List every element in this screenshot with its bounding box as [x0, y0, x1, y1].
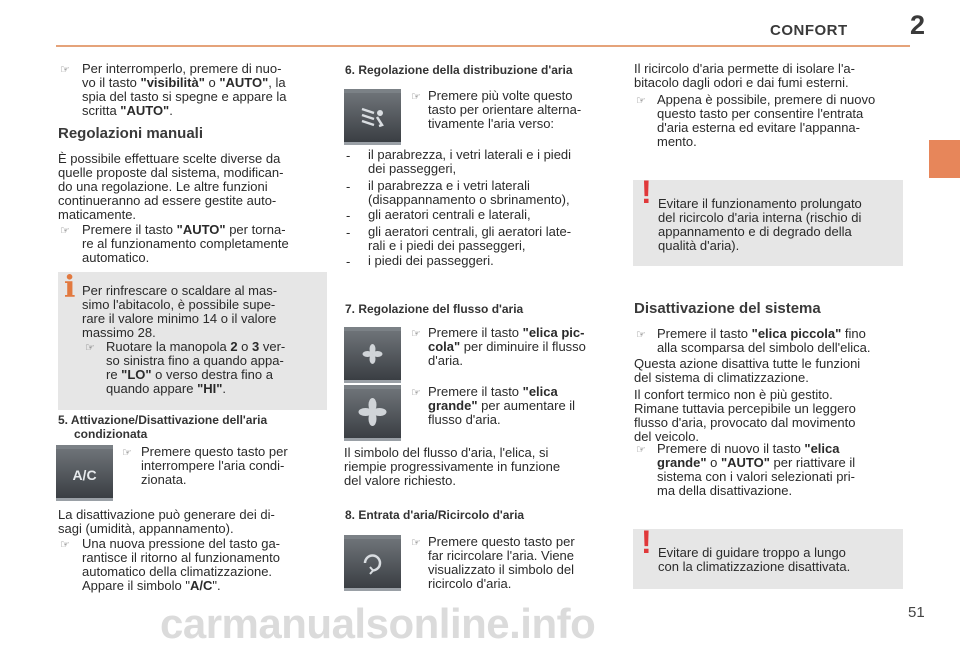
warning-icon: !: [641, 524, 652, 560]
chapter-number: 2: [910, 10, 926, 40]
large-fan-icon: [344, 389, 401, 438]
fan-symbol-paragraph: Il simbolo del flusso d'aria, l'elica, si riempie progressivamente in funzione del valore richiesto.: [344, 445, 561, 488]
pointing-hand-icon: ☞: [60, 539, 70, 551]
pointing-hand-icon: ☞: [411, 328, 421, 340]
chapter-side-tab: [929, 140, 960, 178]
warning-text-1: Evitare il funzionamento prolungato del ricircolo d'aria interna (rischio di appannamento e di degrado della qualità d'aria).: [658, 196, 862, 253]
small-fan-button[interactable]: [344, 327, 401, 383]
distribution-item-1: il parabrezza, i vetri laterali e i piedi dei passeggeri,: [368, 147, 572, 176]
pointing-hand-icon: ☞: [60, 64, 70, 76]
section-5-heading: 5. Attivazione/Disattivazione dell'aria condizionata: [58, 413, 268, 441]
list-dash: -: [346, 179, 351, 194]
list-dash: -: [346, 148, 351, 163]
pointing-hand-icon: ☞: [411, 537, 421, 549]
intro-text: Per interromperlo, premere di nuo- vo il tasto "visibilità" o "AUTO", la spia del tasto si spegne e appare la scritta "AUTO".: [82, 61, 287, 118]
large-fan-bullet: Premere il tasto "elica grande" per aumentare il flusso d'aria.: [428, 384, 576, 427]
recirculation-icon: [344, 539, 401, 588]
watermark: carmanualsonline.info: [160, 600, 596, 647]
ac-bullet: Premere questo tasto per interrompere l'aria condi- zionata.: [141, 444, 288, 487]
ac-return-bullet: Una nuova pressione del tasto ga- rantisce il ritorno al funzionamento automatico della climatizzazione. Appare il simbolo "A/C".: [82, 536, 281, 593]
distribution-bullet: Premere più volte questo tasto per orientare alterna- tivamente l'aria verso:: [428, 88, 582, 131]
distribution-item-4: gli aeratori centrali, gli aeratori late- rali e i piedi dei passeggeri,: [368, 224, 572, 253]
info-icon: i: [64, 270, 76, 305]
distribution-item-2: il parabrezza e i vetri laterali (disappannamento o sbrinamento),: [368, 178, 570, 207]
list-dash: -: [346, 208, 351, 223]
section-heading-deactivation: Disattivazione del sistema: [634, 300, 821, 317]
section-7-heading: 7. Regolazione del flusso d'aria: [345, 302, 524, 316]
large-fan-button[interactable]: [344, 385, 401, 441]
small-fan-bullet: Premere il tasto "elica pic- cola" per diminuire il flusso d'aria.: [428, 325, 586, 368]
page-number: 51: [908, 604, 925, 621]
pointing-hand-icon: ☞: [60, 225, 70, 237]
chapter-title: CONFORT: [770, 22, 848, 39]
auto-bullet: Premere il tasto "AUTO" per torna- re al funzionamento completamente automatico.: [82, 222, 289, 265]
ac-label: A/C: [72, 467, 97, 483]
recirculation-bullet: Premere questo tasto per far ricircolare l'aria. Viene visualizzato il simbolo del ricircolo d'aria.: [428, 534, 575, 591]
manual-paragraph: È possibile effettuare scelte diverse da quelle proposte dal sistema, modifican- do una regolazione. Le altre funzioni continueranno ad essere gestite auto- maticamente.: [58, 151, 284, 222]
list-dash: -: [346, 254, 351, 269]
header-rule: [56, 45, 910, 47]
warning-icon: !: [641, 174, 652, 210]
small-fan-icon: [344, 331, 401, 380]
recirculation-paragraph: Il ricircolo d'aria permette di isolare l'a- bitacolo dagli odori e dai fumi esterni.: [634, 61, 855, 90]
deactivate-bullet: Premere il tasto "elica piccola" fino alla scomparsa del simbolo dell'elica.: [657, 326, 871, 355]
ac-button[interactable]: [56, 445, 113, 501]
recirculation-off-bullet: Appena è possibile, premere di nuovo questo tasto per consentire l'entrata d'aria esterna ed evitare l'appanna- mento.: [657, 92, 876, 149]
thermal-comfort-paragraph: Il confort termico non è più gestito. Rimane tuttavia percepibile un leggero flusso d'aria, provocato dal movimento del veicolo.: [634, 387, 856, 444]
pointing-hand-icon: ☞: [411, 387, 421, 399]
section-8-heading: 8. Entrata d'aria/Ricircolo d'aria: [345, 508, 525, 522]
pointing-hand-icon: ☞: [636, 95, 646, 107]
air-distribution-icon: [344, 93, 401, 142]
pointing-hand-icon: ☞: [85, 342, 95, 354]
pointing-hand-icon: ☞: [411, 91, 421, 103]
info-text: Per rinfrescare o scaldare al mas- simo l'abitacolo, è possibile supe- rare il valore minimo 14 o il valore massimo 28.: [82, 283, 278, 340]
deactivation-paragraph: La disattivazione può generare dei di- sagi (umidità, appannamento).: [58, 507, 275, 536]
pointing-hand-icon: ☞: [636, 444, 646, 456]
info-bullet: Ruotare la manopola 2 o 3 ver- so sinistra fino a quando appa- re "LO" o verso destra fino a quando appare "HI".: [106, 339, 286, 396]
pointing-hand-icon: ☞: [122, 447, 132, 459]
list-dash: -: [346, 225, 351, 240]
recirculation-button[interactable]: [344, 535, 401, 591]
deactivation-effect-paragraph: Questa azione disattiva tutte le funzioni del sistema di climatizzazione.: [634, 356, 861, 385]
air-distribution-button[interactable]: [344, 89, 401, 145]
section-6-heading: 6. Regolazione della distribuzione d'aria: [345, 63, 573, 77]
section-heading-manual: Regolazioni manuali: [58, 125, 204, 142]
distribution-item-3: gli aeratori centrali e laterali,: [368, 207, 531, 222]
distribution-item-5: i piedi dei passeggeri.: [368, 253, 494, 268]
reactivate-bullet: Premere di nuovo il tasto "elica grande" o "AUTO" per riattivare il sistema con i valori selezionati pri- ma della disattivazione.: [657, 441, 856, 498]
warning-text-2: Evitare di guidare troppo a lungo con la climatizzazione disattivata.: [658, 545, 851, 574]
pointing-hand-icon: ☞: [636, 329, 646, 341]
